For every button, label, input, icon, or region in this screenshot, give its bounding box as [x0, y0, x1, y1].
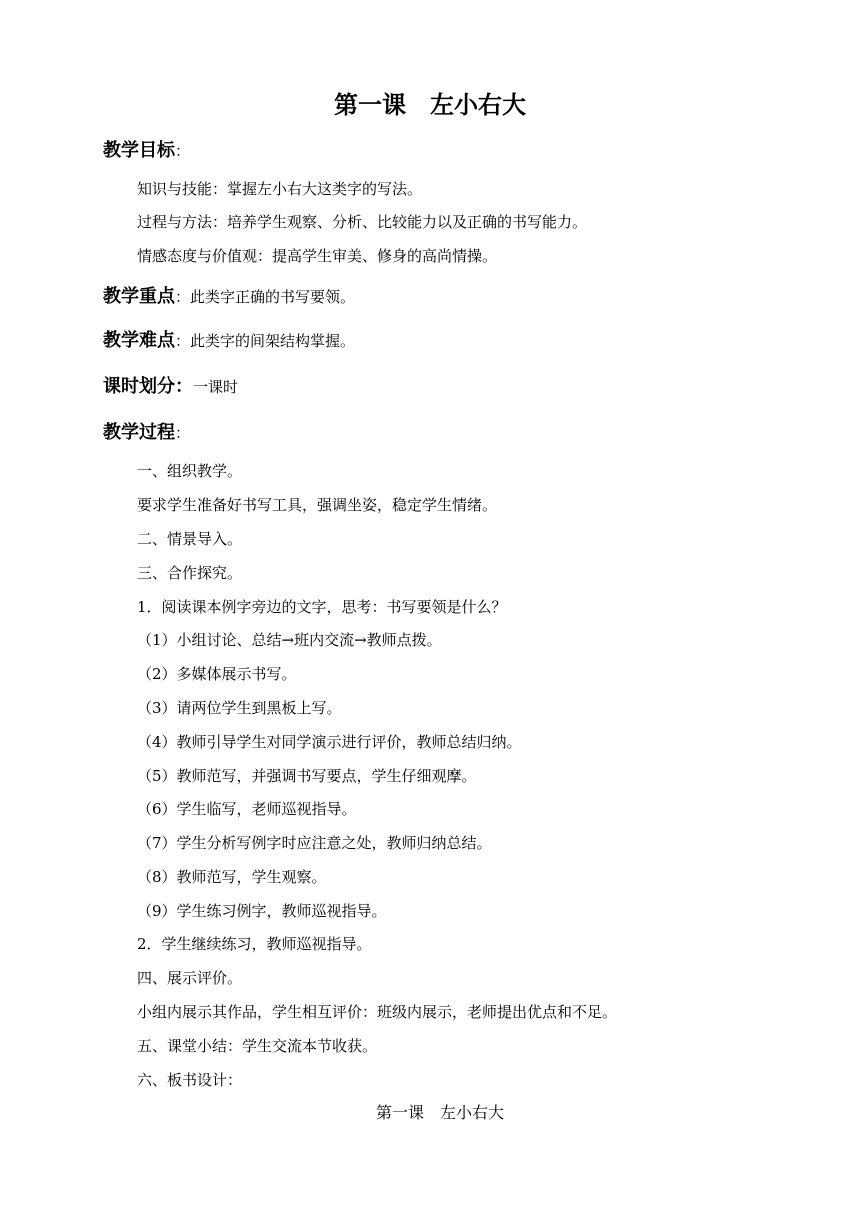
objectives-heading: 教学目标	[103, 140, 175, 161]
difficulty-value: 此类字的间架结构掌握。	[190, 332, 356, 350]
process-line: 五、课堂小结：学生交流本节收获。	[137, 1037, 378, 1055]
difficulty-row	[103, 326, 355, 356]
lesson-title: 第一课 左小右大	[334, 91, 526, 119]
process-line: （1）小组讨论、总结→班内交流→教师点拨。	[137, 631, 442, 649]
key-point-row	[103, 282, 355, 312]
process-line: （7）学生分析写例字时应注意之处，教师归纳总结。	[137, 834, 492, 852]
process-line: 四、展示评价。	[137, 969, 243, 987]
process-line: （2）多媒体展示书写。	[137, 665, 297, 683]
objective-item: 过程与方法：培养学生观察、分析、比较能力以及正确的书写能力。	[137, 213, 588, 231]
process-line: 二、情景导入。	[137, 530, 243, 548]
key-point-heading: 教学重点	[103, 286, 175, 307]
process-line: 2．学生继续练习，教师巡视指导。	[137, 935, 372, 953]
objectives-colon: ：	[175, 142, 191, 160]
hours-row	[103, 372, 238, 402]
process-line: （3）请两位学生到黑板上写。	[137, 699, 342, 717]
objective-item: 知识与技能：掌握左小右大这类字的写法。	[137, 180, 423, 198]
process-line: 要求学生准备好书写工具，强调坐姿，稳定学生情绪。	[137, 496, 498, 514]
hours-heading: 课时划分：	[103, 376, 193, 397]
process-heading-row	[103, 418, 190, 448]
process-line: 三、合作探究。	[137, 564, 243, 582]
difficulty-heading: 教学难点	[103, 330, 175, 351]
difficulty-colon: ：	[175, 332, 191, 350]
key-point-colon: ：	[175, 288, 191, 306]
process-line: （4）教师引导学生对同学演示进行评价，教师总结归纳。	[137, 733, 522, 751]
process-heading: 教学过程	[103, 422, 175, 443]
process-line: （8）教师范写，学生观察。	[137, 868, 327, 886]
objectives-heading-row	[103, 136, 190, 166]
process-line: （6）学生临写，老师巡视指导。	[137, 800, 357, 818]
key-point-value: 此类字正确的书写要领。	[190, 288, 356, 306]
process-colon: ：	[175, 424, 191, 442]
hours-value: 一课时	[193, 378, 239, 396]
board-design-title: 第一课 左小右大	[375, 1103, 504, 1122]
process-line: 六、板书设计：	[137, 1071, 243, 1089]
process-line: （5）教师范写，并强调书写要点，学生仔细观摩。	[137, 767, 477, 785]
process-line: 小组内展示其作品，学生相互评价：班级内展示，老师提出优点和不足。	[137, 1003, 618, 1021]
objective-item: 情感态度与价值观：提高学生审美、修身的高尚情操。	[137, 247, 498, 265]
process-line: 1．阅读课本例字旁边的文字，思考：书写要领是什么？	[137, 598, 507, 616]
process-line: （9）学生练习例字，教师巡视指导。	[137, 902, 387, 920]
process-line: 一、组织教学。	[137, 462, 243, 480]
